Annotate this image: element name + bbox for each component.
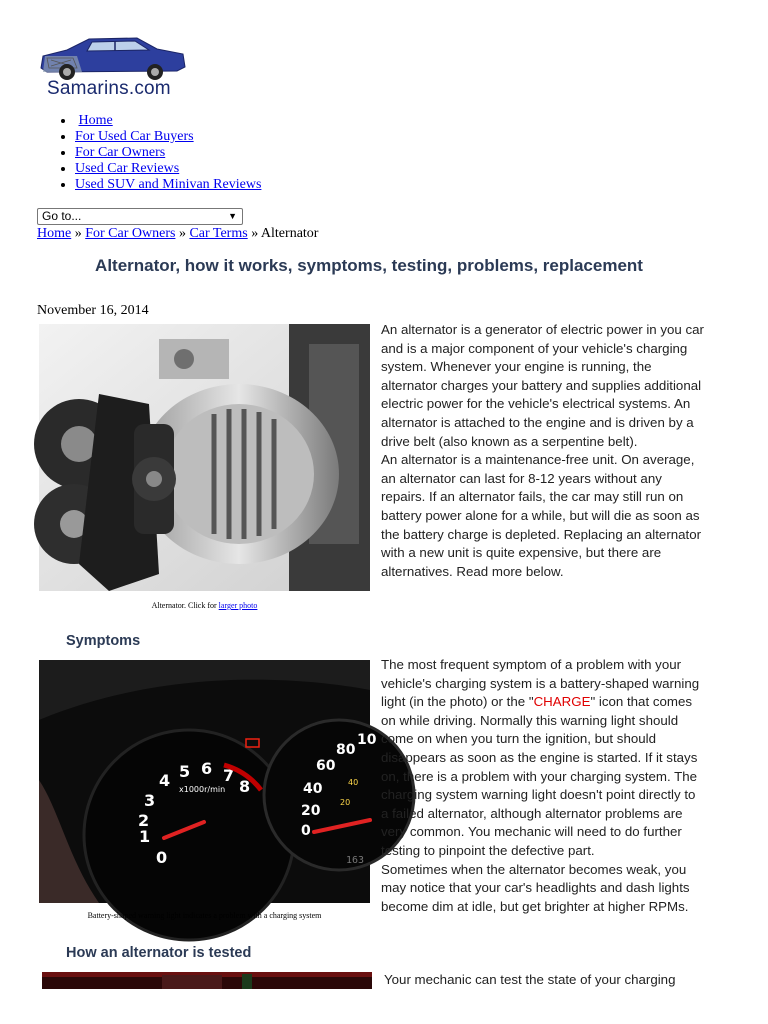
speed-label-20: 20 [301, 803, 321, 819]
larger-photo-link[interactable]: larger photo [218, 601, 258, 610]
article-date: November 16, 2014 [37, 303, 149, 318]
speed-label-0: 0 [301, 823, 311, 839]
odometer: 163 [346, 855, 365, 866]
car-logo-icon [37, 34, 187, 84]
tach-label-1: 1 [139, 827, 151, 846]
symptoms-p1-end: " icon that comes on while driving. Normally this warning light should come on when you turn the ignition, but should disappears as soon as the engine is started. If it stays on, there is a problem with your charging system. The charging system warning light doesn't point directly to a failed alternator, although alternator problems are very common. You mechanic will need to do further testing to pinpoint the defective part. [381, 694, 698, 858]
alternator-image-icon [39, 324, 370, 591]
symptoms-text [381, 656, 706, 916]
intro-paragraph-1: An alternator is a generator of electric power in you car and is a major component of your vehicle's charging system. Whenever your engine is running, the alternator charges your battery and supplies additional electric power for the vehicle's electrical systems. An alternator is attached to the engine and is driven by a drive belt (also known as a serpentine belt). [381, 322, 704, 449]
breadcrumb-car-owners[interactable]: For Car Owners [85, 226, 176, 241]
nav-link-car-owners[interactable]: For Car Owners [75, 145, 166, 160]
nav-item-home [75, 113, 261, 129]
alternator-caption [39, 601, 370, 610]
breadcrumb-separator: » [178, 226, 186, 241]
symptoms-paragraph-1 [381, 656, 706, 861]
tach-label-8: 8 [239, 777, 251, 796]
tach-label-0: 0 [156, 848, 168, 867]
tach-label-2: 2 [138, 811, 150, 830]
alternator-photo[interactable] [39, 324, 370, 591]
goto-select-value: Go to... [42, 209, 82, 223]
nav-item-car-owners [75, 145, 261, 161]
intro-paragraph-2: An alternator is a maintenance-free unit. On average, an alternator can last for 8-12 years without any repairs. If an alternator fails, the car may still run on battery power alone for a while, but will die as soon as the battery charge is depleted. Replacing an alternator with a new unit is quite expensive, but there are alternatives. Read more below. [381, 452, 702, 579]
speed-label-60: 60 [316, 758, 336, 774]
main-nav [37, 113, 261, 193]
breadcrumb-separator: » [251, 226, 259, 241]
dropdown-arrow-icon: ▼ [228, 211, 237, 221]
tester-photo [42, 972, 372, 989]
nav-link-used-car-reviews[interactable]: Used Car Reviews [75, 161, 180, 176]
symptoms-paragraph-2: Sometimes when the alternator becomes weak, you may notice that your car's headlights and dash lights become dim at idle, but get brighter at higher RPMs. [381, 861, 690, 914]
site-logo[interactable] [37, 34, 187, 104]
breadcrumb-separator: » [74, 226, 82, 241]
speed-small-label-20: 20 [340, 798, 351, 807]
tach-label-5: 5 [179, 762, 191, 781]
breadcrumb-current: Alternator [260, 226, 319, 241]
symptoms-heading: Symptoms [66, 633, 141, 649]
logo-text: Samarins.com [47, 78, 171, 99]
tested-text [384, 971, 706, 990]
nav-link-used-car-buyers[interactable]: For Used Car Buyers [75, 129, 194, 144]
tach-unit: x1000r/min [179, 785, 226, 794]
nav-link-suv-minivan-reviews[interactable]: Used SUV and Minivan Reviews [75, 177, 262, 192]
tach-label-3: 3 [144, 791, 156, 810]
nav-item-suv-minivan-reviews [75, 177, 261, 193]
intro-text [381, 321, 706, 581]
nav-item-used-car-reviews [75, 161, 261, 177]
dashboard-caption: Battery-shaped warning light indicates a problem with a charging system [87, 911, 322, 920]
tach-label-4: 4 [159, 771, 171, 790]
symptoms-p1-start: The most frequent symptom of a problem with your vehicle's charging system is a battery-shaped warning light (in the photo) or the " [381, 657, 700, 710]
tach-label-6: 6 [201, 759, 213, 778]
speed-label-100: 10 [357, 732, 377, 748]
page-title: Alternator, how it works, symptoms, testing, problems, replacement [95, 256, 643, 275]
speed-small-label-40: 40 [348, 778, 359, 787]
dashboard-photo [39, 660, 377, 903]
dashboard-image-icon [39, 660, 377, 903]
speed-label-40: 40 [303, 781, 323, 797]
speed-label-80: 80 [336, 742, 356, 758]
breadcrumb [37, 225, 318, 242]
nav-link-home[interactable]: Home [78, 113, 113, 128]
tester-image-icon [42, 972, 372, 989]
tach-label-7: 7 [223, 766, 235, 785]
tested-paragraph-1: Your mechanic can test the state of your charging [384, 972, 676, 987]
tested-heading: How an alternator is tested [66, 945, 252, 961]
nav-item-used-car-buyers [75, 129, 261, 145]
breadcrumb-car-terms[interactable]: Car Terms [189, 226, 248, 241]
caption-text: Alternator. Click for [151, 601, 219, 610]
charge-keyword: CHARGE [533, 694, 591, 710]
goto-select[interactable] [37, 208, 243, 225]
breadcrumb-home[interactable]: Home [37, 226, 72, 241]
